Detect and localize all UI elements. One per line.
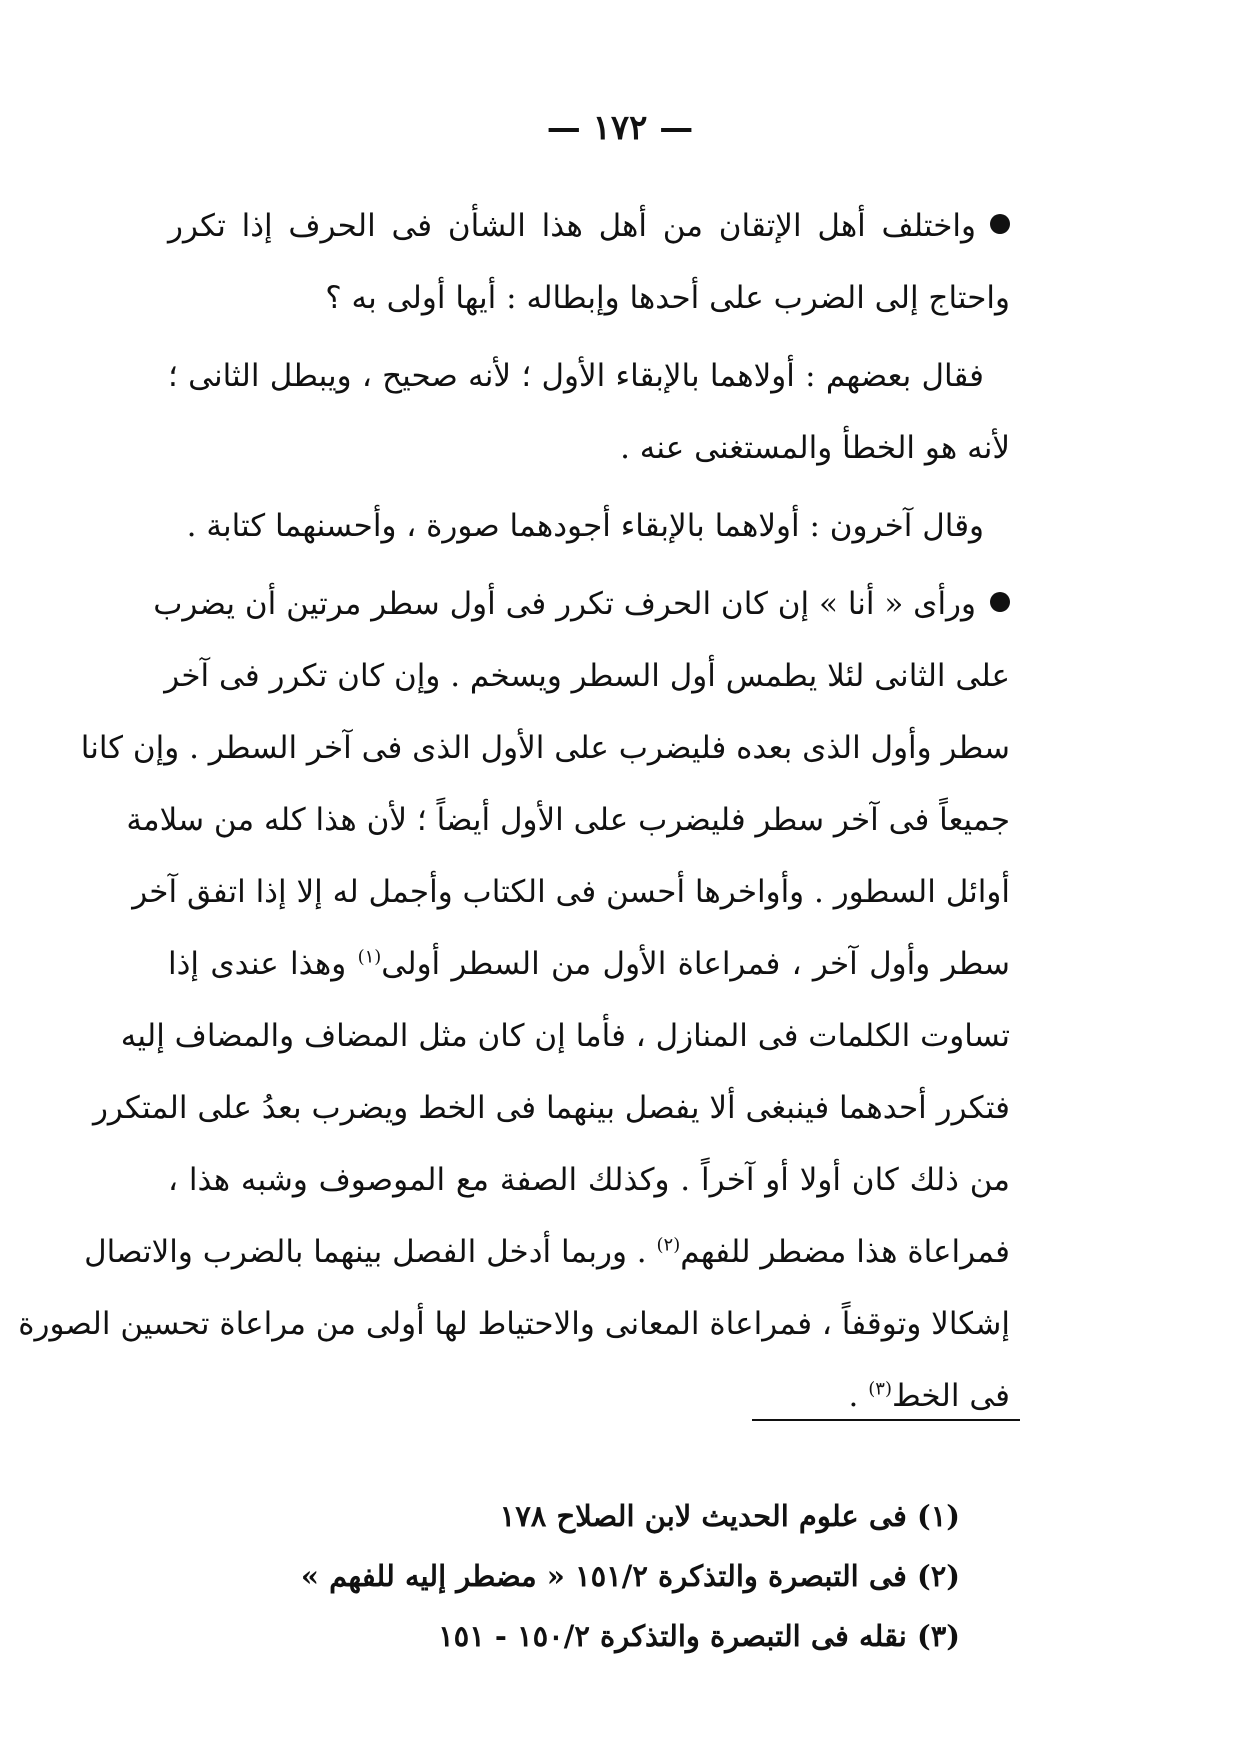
footnotes [300, 1486, 960, 1666]
footnote-2: (٢) فى التبصرة والتذكرة ١٥١/٢ « مضطر إليه للفهم » [300, 1559, 960, 1593]
text-line: فى الخط$^{(٣)}$ . [848, 1378, 1010, 1414]
text-line: إشكالا وتوقفاً ، فمراعاة المعانى والاحتياط لها أولى من مراعاة تحسين الصورة [18, 1306, 1010, 1342]
paragraph-3 [168, 490, 1010, 562]
text-line: فتكرر أحدهما فينبغى ألا يفصل بينهما فى الخط ويضرب بعدُ على المتكرر [92, 1090, 1010, 1126]
paragraph-4 [18, 568, 1010, 1432]
text-line: سطر وأول آخر ، فمراعاة الأول من السطر أولى$^{(١)}$ وهذا عندى إذا [168, 946, 1010, 982]
page-number: — ١٧٢ — [546, 108, 694, 148]
footnote-1: (١) فى علوم الحديث لابن الصلاح ١٧٨ [499, 1499, 960, 1533]
text-line: سطر وأول الذى بعده فليضرب على الأول الذى فى آخر السطر . وإن كانا [80, 730, 1010, 766]
text-line: واحتاج إلى الضرب على أحدها وإبطاله : أيها أولى به ؟ [325, 280, 1010, 316]
footnote-ref: (٢) [656, 1234, 681, 1256]
paragraph-1 [168, 190, 1010, 334]
text-line: لأنه هو الخطأ والمستغنى عنه . [620, 430, 1010, 466]
text-line: فمراعاة هذا مضطر للفهم$^{(٢)}$ . وربما أدخل الفصل بينهما بالضرب والاتصال [84, 1234, 1010, 1270]
text-line: من ذلك كان أولا أو آخراً . وكذلك الصفة مع الموصوف وشبه هذا ، [168, 1162, 1010, 1198]
text-line: أوائل السطور . وأواخرها أحسن فى الكتاب وأجمل له إلا إذا اتفق آخر [132, 874, 1010, 910]
footnote-ref: (١) [357, 946, 382, 968]
footnote-3: (٣) نقله فى التبصرة والتذكرة ١٥٠/٢ - ١٥١ [438, 1619, 960, 1653]
text-line: ورأى « أنا » إن كان الحرف تكرر فى أول سطر مرتين أن يضرب [168, 568, 1010, 640]
bullet-icon [990, 592, 1010, 612]
text-line: واختلف أهل الإتقان من أهل هذا الشأن فى الحرف إذا تكرر [168, 190, 1010, 262]
footnote-ref: (٣) [868, 1378, 892, 1400]
text-line: تساوت الكلمات فى المنازل ، فأما إن كان مثل المضاف والمضاف إليه [120, 1018, 1010, 1054]
text-line: على الثانى لئلا يطمس أول السطر ويسخم . وإن كان تكرر فى آخر [164, 658, 1010, 694]
text-line: وقال آخرون : أولاهما بالإبقاء أجودهما صورة ، وأحسنهما كتابة . [186, 508, 984, 544]
text-line: فقال بعضهم : أولاهما بالإبقاء الأول ؛ لأنه صحيح ، ويبطل الثانى ؛ [168, 358, 984, 394]
paragraph-2 [168, 340, 1010, 484]
body-text [18, 190, 1010, 1438]
footnote-divider [752, 1419, 1020, 1421]
text-line: جميعاً فى آخر سطر فليضرب على الأول أيضاً ؛ لأن هذا كله من سلامة [126, 802, 1010, 838]
bullet-icon [990, 214, 1010, 234]
